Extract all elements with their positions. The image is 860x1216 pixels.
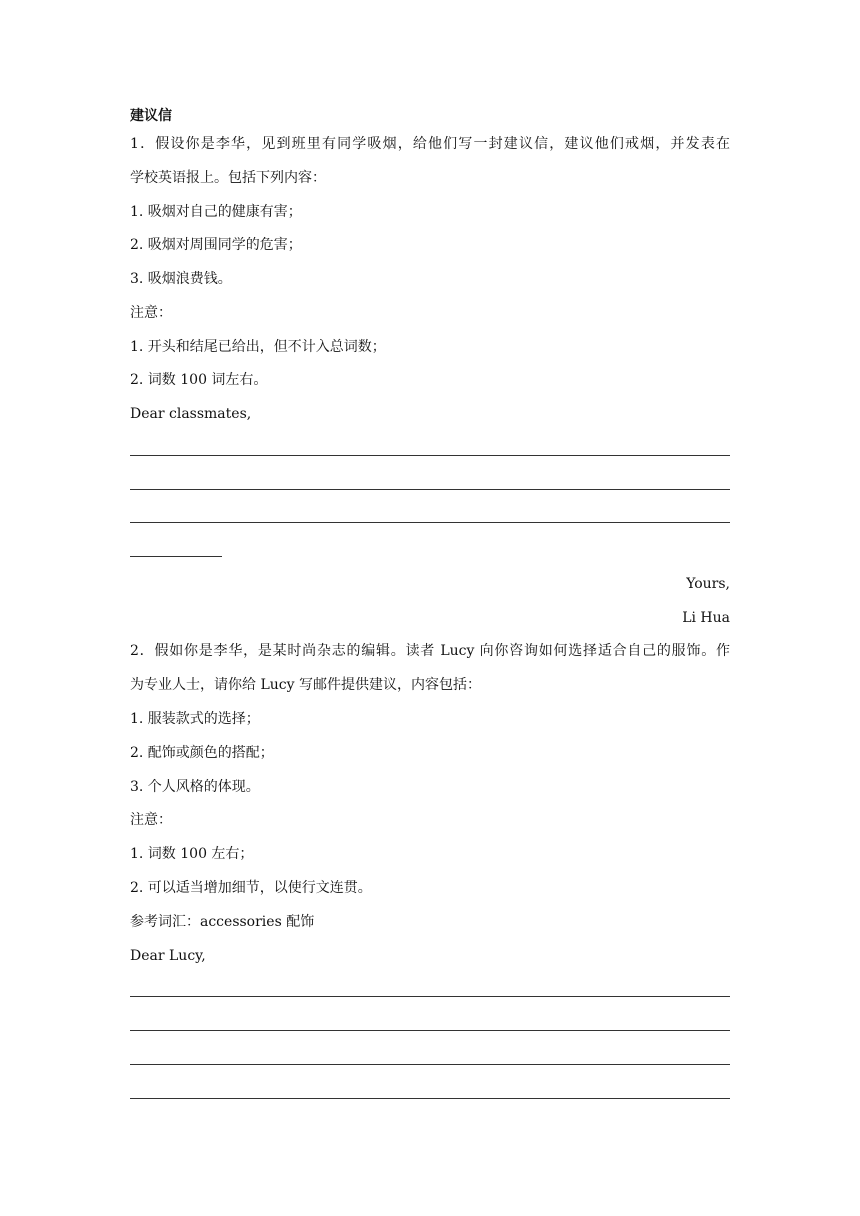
- task2-answer-line-3: [130, 1064, 730, 1065]
- task1-closing: Yours,: [686, 576, 730, 592]
- task1-note-label: 注意：: [130, 305, 172, 321]
- task1-prompt-line2: 学校英语报上。包括下列内容：: [130, 170, 326, 186]
- task2-answer-line-2: [130, 1030, 730, 1031]
- task1-prompt-line1: 1．假设你是李华，见到班里有同学吸烟，给他们写一封建议信，建议他们戒烟，并发表在: [130, 136, 730, 152]
- document-page: [130, 0, 730, 1216]
- task1-answer-line-4: [130, 556, 222, 557]
- task1-salutation: Dear classmates,: [130, 406, 252, 422]
- task2-vocab: 参考词汇：accessories 配饰: [130, 914, 315, 930]
- task1-point-3: 3. 吸烟浪费钱。: [130, 271, 232, 287]
- task2-point-2: 2. 配饰或颜色的搭配；: [130, 745, 274, 761]
- task1-point-1: 1. 吸烟对自己的健康有害；: [130, 204, 302, 220]
- task2-note-2: 2. 可以适当增加细节，以使行文连贯。: [130, 880, 372, 896]
- task2-note-label: 注意：: [130, 812, 172, 828]
- task2-note-1: 1. 词数 100 左右；: [130, 846, 254, 862]
- task1-answer-line-2: [130, 489, 730, 490]
- task2-answer-line-1: [130, 996, 730, 997]
- task1-answer-line-3: [130, 522, 730, 523]
- task2-salutation: Dear Lucy,: [130, 948, 206, 964]
- task1-signature: Li Hua: [682, 610, 730, 626]
- task1-point-2: 2. 吸烟对周围同学的危害；: [130, 237, 302, 253]
- task2-prompt-line2: 为专业人士，请你给 Lucy 写邮件提供建议，内容包括：: [130, 677, 481, 693]
- task2-answer-line-4: [130, 1098, 730, 1099]
- task2-point-3: 3. 个人风格的体现。: [130, 779, 260, 795]
- task1-note-2: 2. 词数 100 词左右。: [130, 372, 268, 388]
- task2-prompt-line1: 2．假如你是李华，是某时尚杂志的编辑。读者 Lucy 向你咨询如何选择适合自己的服饰。作: [130, 643, 730, 659]
- task1-note-1: 1. 开头和结尾已给出，但不计入总词数；: [130, 339, 386, 355]
- task2-point-1: 1. 服装款式的选择；: [130, 711, 260, 727]
- section-title: 建议信: [130, 108, 172, 124]
- task1-answer-line-1: [130, 455, 730, 456]
